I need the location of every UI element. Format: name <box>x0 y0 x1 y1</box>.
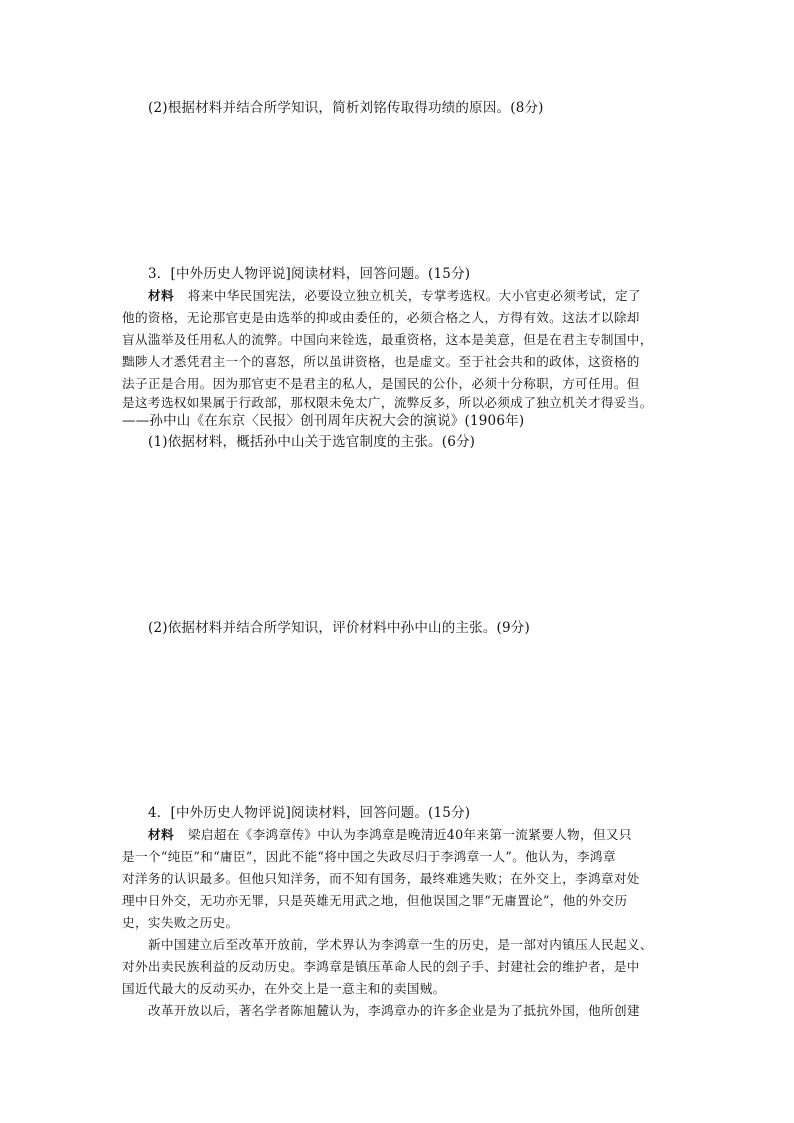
q3-source: ——孙中山《在东京〈民报〉创刊周年庆祝大会的演说》(1906年) <box>122 413 525 429</box>
q4-material-line-8: 国近代最大的反动买办，在外交上是一意主和的卖国贼。 <box>122 981 446 996</box>
q4-material-line-5: 史，实失败之历史。 <box>122 915 239 930</box>
q4-material-text-1: 梁启超在《李鸿章传》中认为李鸿章是晚清近40年来第一流紧要人物，但又只 <box>187 827 632 842</box>
q3-part2-question: (2)依据材料并结合所学知识，评价材料中孙中山的主张。(9分) <box>148 620 530 636</box>
q3-material-line-6: 是这考选权如果属于行政部，那权限未免太广，流弊反多，所以必须成了独立机关才得妥当。 <box>122 395 653 410</box>
q3-part1-question: (1)依据材料，概括孙中山关于选官制度的主张。(6分) <box>148 434 476 450</box>
q2-part2-question: (2)根据材料并结合所学知识，简析刘铭传取得功绩的原因。(8分) <box>148 100 544 116</box>
q4-material-line-1 <box>148 826 632 844</box>
q3-material-label: 材料 <box>148 288 174 303</box>
q3-material-line-4: 黜陟人才悉凭君主一个的喜怒，所以虽讲资格，也是虚文。至于社会共和的政体，这资格的 <box>122 354 640 369</box>
q3-material-line-1 <box>148 287 641 305</box>
q4-material-label: 材料 <box>148 827 174 842</box>
q4-material-line-7: 对外出卖民族利益的反动历史。李鸿章是镇压革命人民的刽子手、封建社会的维护者，是中 <box>122 959 640 974</box>
q4-material-line-9: 改革开放以后，著名学者陈旭麓认为，李鸿章办的许多企业是为了抵抗外国，他所创建 <box>148 1003 640 1018</box>
q3-title: 3．[中外历史人物评说]阅读材料，回答问题。(15分) <box>148 266 471 282</box>
q4-material-line-2: 是一个“纯臣”和“庸臣”，因此不能“将中国之失政尽归于李鸿章一人”。他认为，李鸿章 <box>122 849 616 864</box>
q3-material-line-5: 法子正是合用。因为那官吏不是君主的私人，是国民的公仆，必须十分称职，方可任用。但 <box>122 376 640 391</box>
q4-material-line-4: 理中日外交，无功亦无罪，只是英雄无用武之地，但他误国之罪“无庸置论”，他的外交历 <box>122 893 628 908</box>
q3-material-line-3: 盲从滥举及任用私人的流弊。中国向来铨选，最重资格，这本是美意，但是在君主专制国中， <box>122 332 653 347</box>
q4-title: 4．[中外历史人物评说]阅读材料，回答问题。(15分) <box>148 805 471 821</box>
q4-material-line-6: 新中国建立后至改革开放前，学术界认为李鸿章一生的历史，是一部对内镇压人民起义、 <box>148 937 653 952</box>
q3-material-text-1: 将来中华民国宪法，必要设立独立机关，专掌考选权。大小官吏必须考试，定了 <box>187 288 641 303</box>
q4-material-line-3: 对洋务的认识最多。但他只知洋务，而不知有国务，最终难逃失败；在外交上，李鸿章对处 <box>122 871 640 886</box>
q3-material-line-2: 他的资格，无论那官吏是由选举的抑或由委任的，必须合格之人，方得有效。这法才以除却 <box>122 310 640 325</box>
